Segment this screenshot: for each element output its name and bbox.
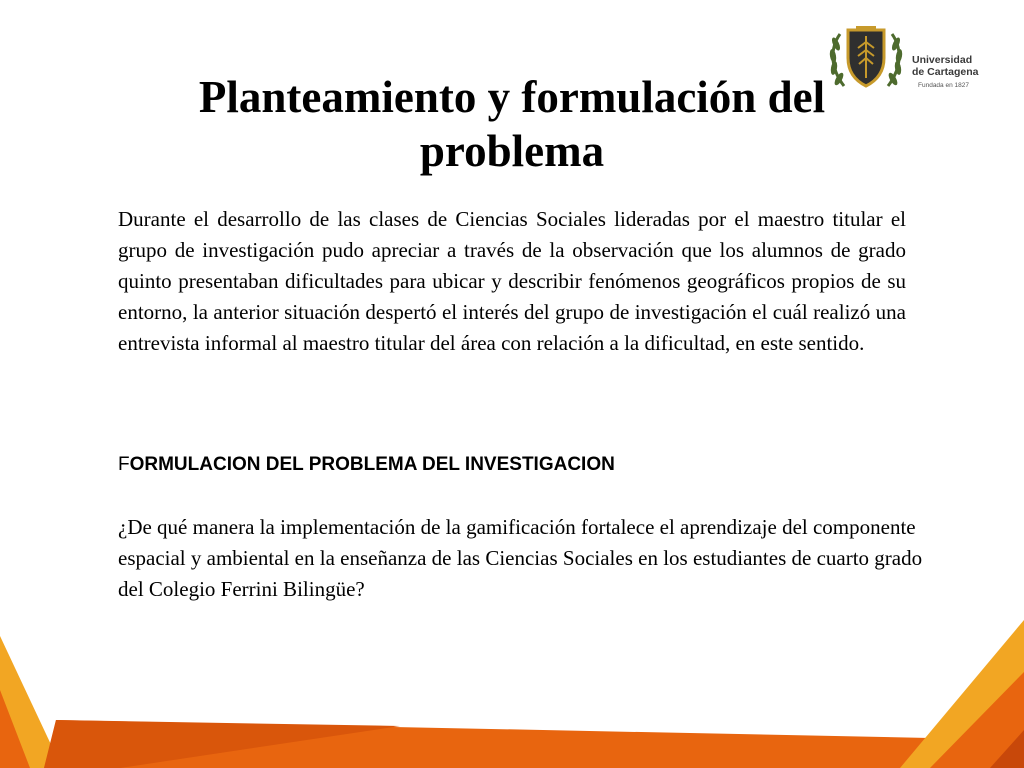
research-question: ¿De qué manera la implementación de la gamificación fortalece el aprendizaje del componente espacial y ambiental en la enseñanza de las Ciencias Sociales en los estudiantes de cuarto grado del Colegio Ferrini Bilingüe? xyxy=(118,515,923,601)
logo-name-line1: Universidad xyxy=(912,54,973,66)
slide-title-line1: Planteamiento y formulación del xyxy=(198,72,826,122)
problem-statement-paragraph: Durante el desarrollo de las clases de Ciencias Sociales lideradas por el maestro titular el grupo de investigación pudo apreciar a través de la observación que los alumnos de grado quinto presentaban dificultades para ubicar y describir fenómenos geográficos propios de su entorno, la anterior situación despertó el interés del grupo de investigación el cuál realizó una entrevista informal al maestro titular del área con relación a la dificultad, en este sentido. xyxy=(118,207,906,355)
subheading-rest: ORMULACION DEL PROBLEMA DEL INVESTIGACION xyxy=(129,454,615,475)
logo-tagline: Fundada en 1827 xyxy=(918,82,969,89)
subheading-first-letter: F xyxy=(118,454,130,475)
slide-title-line2: problema xyxy=(419,126,605,176)
logo-name-line2: de Cartagena xyxy=(912,66,979,78)
